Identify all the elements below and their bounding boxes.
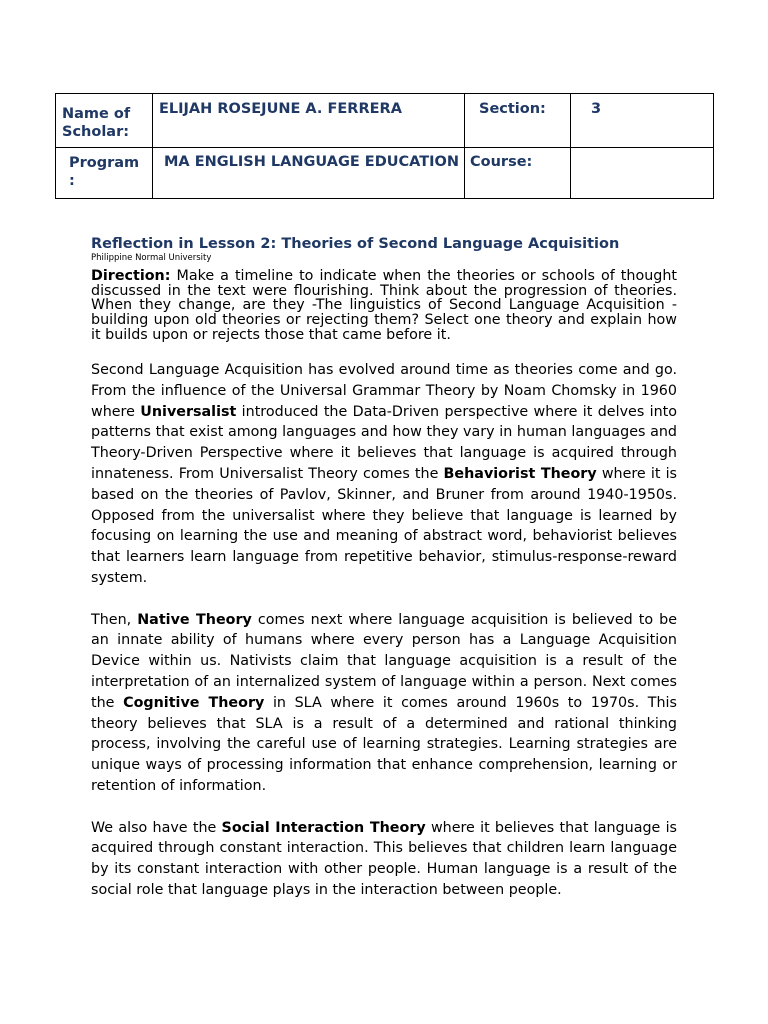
section-value-cell: [571, 94, 714, 148]
name-value-cell: [153, 94, 465, 148]
paragraph-2-text-b: comes next where language acquisition is believed to be an innate ability of humans where every person has a Language Acquisition Device within us. Nativists claim that language acquisition is a result of the interpretation of an internalized system of language within a person. Next comes the: [91, 611, 678, 711]
term-social-interaction-theory: Social Interaction Theory: [221, 819, 426, 836]
paragraph-1: [91, 360, 677, 589]
program-value: MA ENGLISH LANGUAGE EDUCATION: [164, 154, 460, 170]
paragraph-1-text-b: introduced the Data-Driven perspective where it delves into patterns that exist among languages and how they vary in human languages and Theory-Driven Perspective where it believes that language is acquired through innateness. From Universalist Theory comes the: [91, 403, 677, 482]
course-value-cell: [571, 148, 714, 199]
direction-paragraph: [91, 269, 677, 343]
term-native-theory: Native Theory: [137, 611, 252, 628]
term-cognitive-theory: Cognitive Theory: [123, 694, 265, 711]
university-name: Philippine Normal University: [91, 253, 212, 263]
paragraph-1-text-c: where it is based on the theories of Pavlov, Skinner, and Bruner from around 1940-1950s. Opposed from the universalist where they believe that language is learned by focusing on learning the use and meaning of abstract word, behaviorist believes that learners learn language from repetitive behavior, stimulus-response-reward system.: [91, 465, 677, 586]
name-label: Name of Scholar:: [62, 106, 131, 140]
paragraph-1-text-a: Second Language Acquisition has evolved around time as theories come and go. From the influence of the Universal Grammar Theory by Noam Chomsky in 1960 where: [91, 362, 677, 420]
paragraph-3-text-b: where it believes that language is acquired through constant interaction. This believes that children learn language by its constant interaction with other people. Human language is a result of the social role that language plays in the interaction between people.: [91, 819, 677, 898]
name-label-cell: [56, 94, 153, 148]
section-label-cell: [465, 94, 571, 148]
scholar-info-table: [55, 93, 714, 199]
paragraph-2-text-c: in SLA where it comes around 1960s to 1970s. This theory believes that SLA is a result of a determined and rational thinking process, involving the careful use of learning strategies. Learning strategies are unique ways of processing information that enhance comprehension, learning or retention of information.: [91, 694, 677, 794]
program-value-cell: [153, 148, 465, 199]
section-value: 3: [591, 101, 602, 117]
course-label-cell: [465, 148, 571, 199]
paragraph-2-text-a: Then,: [91, 611, 138, 628]
paragraph-3-text-a: We also have the: [91, 819, 222, 836]
reflection-body: [91, 360, 677, 922]
paragraph-3: [91, 818, 677, 901]
paragraph-2: [91, 610, 677, 797]
program-label-cell: [56, 148, 153, 199]
section-label: Section:: [479, 101, 546, 117]
scholar-name: ELIJAH ROSEJUNE A. FERRERA: [159, 101, 402, 117]
program-label: Program :: [69, 155, 140, 189]
direction-text: Make a timeline to indicate when the theories or schools of thought discussed in the text were flourishing. Think about the progression of theories. When they change, are they -The linguistics of Second Language Acquisition - building upon old theories or rejecting them? Select one theory and explain how it builds upon or rejects those that came before it.: [91, 268, 677, 343]
term-universalist: Universalist: [140, 403, 237, 420]
document-title: Reflection in Lesson 2: Theories of Second Language Acquisition: [91, 236, 620, 252]
course-label: Course:: [470, 154, 533, 170]
term-behaviorist-theory: Behaviorist Theory: [443, 465, 597, 482]
direction-label: Direction:: [91, 268, 171, 284]
